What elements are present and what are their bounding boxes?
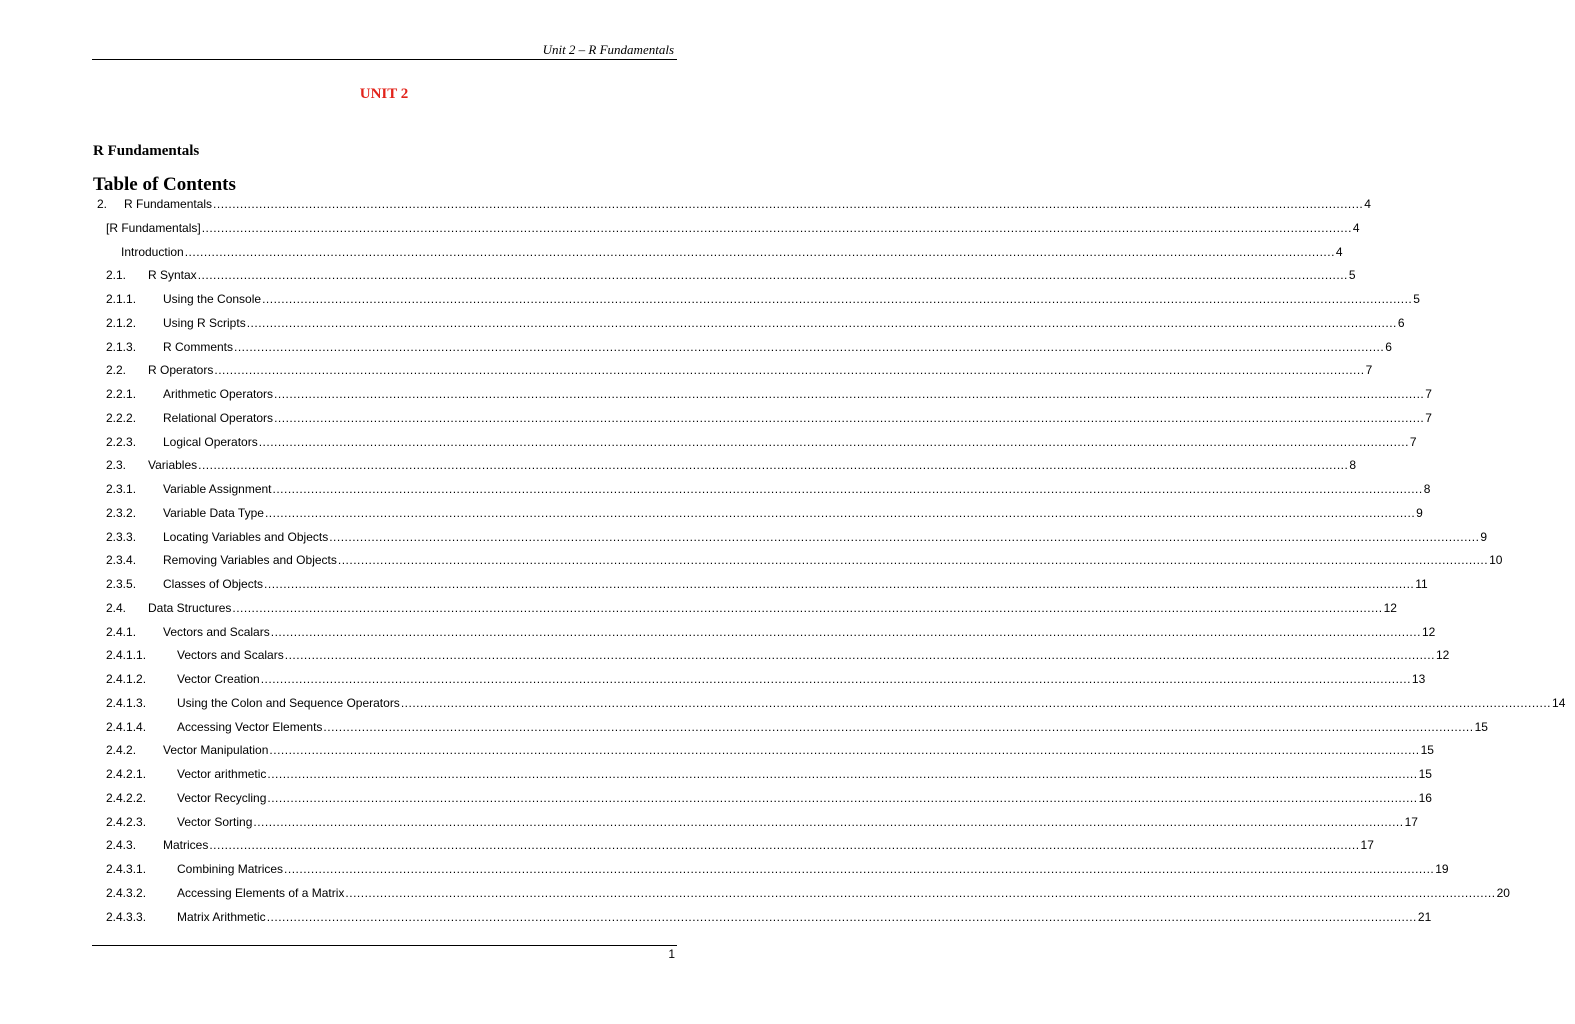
toc-entry-number: 2.4.3.2. (106, 885, 147, 900)
toc-entry-page: 13 (1411, 672, 1426, 686)
toc-entry-title: Logical Operators (163, 434, 258, 449)
toc-dot-leader: ............................................................................................................................................................................................................................................................................................................ (214, 363, 1365, 378)
toc-dot-leader: ............................................................................................................................................................................................................................................................................................................ (284, 648, 1435, 663)
toc-dot-leader: ............................................................................................................................................................................................................................................................................................................ (258, 434, 1409, 449)
toc-heading: Table of Contents (93, 174, 236, 195)
toc-entry-title: Vector Recycling (177, 790, 267, 805)
toc-entry[interactable] (92, 859, 1449, 879)
toc-entry[interactable] (92, 337, 1392, 357)
toc-entry[interactable] (92, 289, 1420, 309)
toc-entry[interactable] (92, 645, 1450, 665)
toc-entry[interactable] (92, 242, 1343, 262)
toc-entry-title: R Operators (148, 363, 214, 378)
toc-entry-number: 2.3. (106, 458, 127, 473)
toc-dot-leader: ............................................................................................................................................................................................................................................................................................................ (400, 695, 1552, 710)
toc-dot-leader: ............................................................................................................................................................................................................................................................................................................ (201, 220, 1352, 235)
toc-entry[interactable] (92, 788, 1432, 808)
section-heading: R Fundamentals (93, 143, 200, 159)
toc-entry-number: 2.4.2.3. (106, 814, 147, 829)
toc-entry-number: 2.4.1. (106, 624, 137, 639)
toc-entry-number: 2.4.1.2. (106, 672, 147, 686)
toc-entry-page: 12 (1421, 624, 1436, 639)
toc-dot-leader: ............................................................................................................................................................................................................................................................................................................ (267, 790, 1418, 805)
toc-entry-number: 2.4.2.2. (106, 790, 147, 805)
toc-entry[interactable] (92, 194, 1371, 214)
toc-entry-title: Relational Operators (163, 410, 274, 425)
toc-dot-leader: ............................................................................................................................................................................................................................................................................................................ (262, 292, 1413, 306)
toc-entry-number: 2.1.3. (106, 339, 137, 354)
toc-entry-page: 6 (1385, 339, 1392, 354)
toc-dot-leader: ............................................................................................................................................................................................................................................................................................................ (198, 458, 1349, 473)
toc-entry-title: Vector Creation (177, 672, 260, 686)
toc-entry-title: R Syntax (148, 268, 197, 283)
toc-entry-title: Variable Data Type (163, 505, 264, 520)
toc-entry-title: Arithmetic Operators (163, 387, 274, 401)
toc-entry-number: 2. (97, 197, 108, 211)
toc-dot-leader: ............................................................................................................................................................................................................................................................................................................ (274, 387, 1425, 401)
toc-entry-number: 2.4.1.4. (106, 719, 147, 734)
toc-entry[interactable] (92, 384, 1432, 404)
toc-entry[interactable] (92, 313, 1405, 333)
toc-entry-title: Using the Colon and Sequence Operators (177, 695, 400, 710)
toc-entry-number: 2.4.3.3. (106, 909, 147, 924)
toc-dot-leader: ............................................................................................................................................................................................................................................................................................................ (272, 482, 1423, 496)
toc-entry-page: 15 (1418, 767, 1432, 781)
toc-entry-page: 8 (1423, 482, 1431, 496)
toc-entry-title: Vector Manipulation (163, 743, 269, 758)
toc-entry[interactable] (92, 408, 1432, 428)
toc-entry[interactable] (92, 432, 1417, 452)
toc-entry-page: 17 (1360, 838, 1374, 853)
toc-entry[interactable] (92, 360, 1373, 380)
toc-entry-title: Vector arithmetic (177, 767, 267, 781)
toc-entry-number: 2.2.3. (106, 434, 137, 449)
toc-entry[interactable] (92, 598, 1397, 618)
toc-entry-title: Variable Assignment (163, 482, 272, 496)
toc-dot-leader: ............................................................................................................................................................................................................................................................................................................ (337, 553, 1489, 568)
toc-dot-leader: ............................................................................................................................................................................................................................................................................................................ (267, 767, 1418, 781)
toc-dot-leader: ............................................................................................................................................................................................................................................................................................................ (266, 909, 1417, 924)
toc-entry-page: 6 (1397, 315, 1405, 330)
toc-entry-title: Classes of Objects (163, 577, 264, 591)
toc-entry-title: Vectors and Scalars (163, 624, 270, 639)
page-number: 1 (668, 947, 675, 961)
toc-entry-number: 2.2. (106, 363, 127, 378)
toc-dot-leader: ............................................................................................................................................................................................................................................................................................................ (284, 862, 1435, 876)
toc-entry-page: 8 (1349, 458, 1357, 473)
toc-entry[interactable] (92, 218, 1360, 238)
toc-entry-number: 2.4.3. (106, 838, 137, 853)
toc-dot-leader: ............................................................................................................................................................................................................................................................................................................ (345, 885, 1496, 900)
toc-entry-title: [R Fundamentals] (106, 220, 201, 235)
toc-entry-page: 14 (1552, 695, 1566, 710)
toc-entry[interactable] (92, 764, 1432, 784)
toc-entry[interactable] (92, 693, 1566, 713)
toc-entry-page: 7 (1425, 387, 1432, 401)
toc-entry[interactable] (92, 907, 1432, 927)
toc-entry[interactable] (92, 550, 1503, 570)
toc-dot-leader: ............................................................................................................................................................................................................................................................................................................ (269, 743, 1420, 758)
toc-entry-number: 2.4.3.1. (106, 862, 147, 876)
toc-entry-number: 2.1.1. (106, 292, 137, 306)
toc-entry-number: 2.2.1. (106, 387, 137, 401)
toc-entry-title: R Fundamentals (124, 197, 213, 211)
toc-dot-leader: ............................................................................................................................................................................................................................................................................................................ (253, 814, 1404, 829)
toc-entry-title: Using the Console (163, 292, 262, 306)
toc-entry-page: 7 (1409, 434, 1417, 449)
toc-entry-page: 5 (1413, 292, 1420, 306)
toc-dot-leader: ............................................................................................................................................................................................................................................................................................................ (270, 624, 1421, 639)
toc-entry-number: 2.3.1. (106, 482, 137, 496)
toc-entry-page: 10 (1489, 553, 1503, 568)
toc-entry-page: 12 (1383, 600, 1397, 615)
toc-entry-page: 20 (1496, 885, 1510, 900)
toc-entry[interactable] (92, 717, 1488, 737)
toc-entry-page: 9 (1480, 529, 1488, 544)
toc-entry-number: 2.4.1.3. (106, 695, 147, 710)
toc-entry-number: 2.1.2. (106, 315, 137, 330)
toc-entry-title: Accessing Elements of a Matrix (177, 885, 345, 900)
toc-entry-page: 15 (1420, 743, 1434, 758)
toc-entry-title: Using R Scripts (163, 315, 246, 330)
toc-entry-page: 9 (1416, 505, 1423, 520)
toc-dot-leader: ............................................................................................................................................................................................................................................................................................................ (329, 529, 1480, 544)
toc-entry-title: Removing Variables and Objects (163, 553, 337, 568)
toc-entry-page: 4 (1335, 244, 1343, 259)
toc-entry-number: 2.2.2. (106, 410, 137, 425)
toc-entry[interactable] (92, 574, 1428, 594)
toc-entry-page: 16 (1418, 790, 1432, 805)
toc-entry-page: 4 (1352, 220, 1360, 235)
toc-dot-leader: ............................................................................................................................................................................................................................................................................................................ (264, 577, 1415, 591)
toc-entry-title: Accessing Vector Elements (177, 719, 323, 734)
toc-dot-leader: ............................................................................................................................................................................................................................................................................................................ (232, 600, 1383, 615)
toc-entry[interactable] (92, 265, 1356, 285)
toc-entry-number: 2.3.2. (106, 505, 137, 520)
toc-entry[interactable] (92, 669, 1426, 689)
toc-entry-page: 12 (1435, 648, 1450, 663)
toc-entry[interactable] (92, 479, 1431, 499)
toc-entry-title: Data Structures (148, 600, 232, 615)
toc-entry-page: 7 (1425, 410, 1432, 425)
toc-entry-page: 11 (1415, 577, 1428, 591)
toc-entry[interactable] (92, 740, 1434, 760)
toc-entry-number: 2.4. (106, 600, 127, 615)
toc-dot-leader: ............................................................................................................................................................................................................................................................................................................ (234, 339, 1385, 354)
toc-dot-leader: ............................................................................................................................................................................................................................................................................................................ (213, 197, 1364, 211)
toc-entry-page: 5 (1348, 268, 1356, 283)
toc-dot-leader: ............................................................................................................................................................................................................................................................................................................ (264, 505, 1416, 520)
toc-entry[interactable] (92, 455, 1357, 475)
toc-entry-number: 2.1. (106, 268, 127, 283)
toc-dot-leader: ............................................................................................................................................................................................................................................................................................................ (246, 315, 1397, 330)
running-header-title: Unit 2 – R Fundamentals (542, 42, 674, 57)
toc-dot-leader: ............................................................................................................................................................................................................................................................................................................ (323, 719, 1474, 734)
toc-entry-title: R Comments (163, 339, 234, 354)
toc-entry-number: 2.3.4. (106, 553, 137, 568)
toc-entry-number: 2.3.3. (106, 529, 137, 544)
toc-entry-title: Introduction (121, 244, 184, 259)
toc-entry-page: 17 (1404, 814, 1418, 829)
toc-entry-number: 2.3.5. (106, 577, 137, 591)
header-rule (92, 59, 677, 60)
toc-entry-number: 2.4.2.1. (106, 767, 147, 781)
toc-dot-leader: ............................................................................................................................................................................................................................................................................................................ (197, 268, 1348, 283)
toc-dot-leader: ............................................................................................................................................................................................................................................................................................................ (184, 244, 1335, 259)
toc-entry-number: 2.4.2. (106, 743, 137, 758)
toc-entry[interactable] (92, 812, 1418, 832)
toc-entry[interactable] (92, 883, 1510, 903)
toc-dot-leader: ............................................................................................................................................................................................................................................................................................................ (274, 410, 1425, 425)
toc-entry-title: Matrices (163, 838, 209, 853)
unit-title: UNIT 2 (359, 86, 409, 102)
toc-entry-page: 7 (1365, 363, 1373, 378)
toc-entry-title: Combining Matrices (177, 862, 284, 876)
toc-entry-title: Vectors and Scalars (177, 648, 284, 663)
toc-entry[interactable] (92, 835, 1374, 855)
footer-rule (92, 945, 677, 946)
toc-entry[interactable] (92, 503, 1423, 523)
toc-entry-page: 19 (1435, 862, 1449, 876)
toc-dot-leader: ............................................................................................................................................................................................................................................................................................................ (209, 838, 1360, 853)
toc-entry-page: 15 (1474, 719, 1488, 734)
toc-entry[interactable] (92, 622, 1436, 642)
toc-entry-title: Vector Sorting (177, 814, 253, 829)
toc-entry-page: 4 (1364, 197, 1371, 211)
toc-entry[interactable] (92, 527, 1488, 547)
toc-entry-title: Matrix Arithmetic (177, 909, 266, 924)
toc-entry-title: Locating Variables and Objects (163, 529, 329, 544)
toc-entry-title: Variables (148, 458, 198, 473)
toc-dot-leader: ............................................................................................................................................................................................................................................................................................................ (260, 672, 1411, 686)
toc-entry-number: 2.4.1.1. (106, 648, 147, 663)
toc-entry-page: 21 (1417, 909, 1432, 924)
